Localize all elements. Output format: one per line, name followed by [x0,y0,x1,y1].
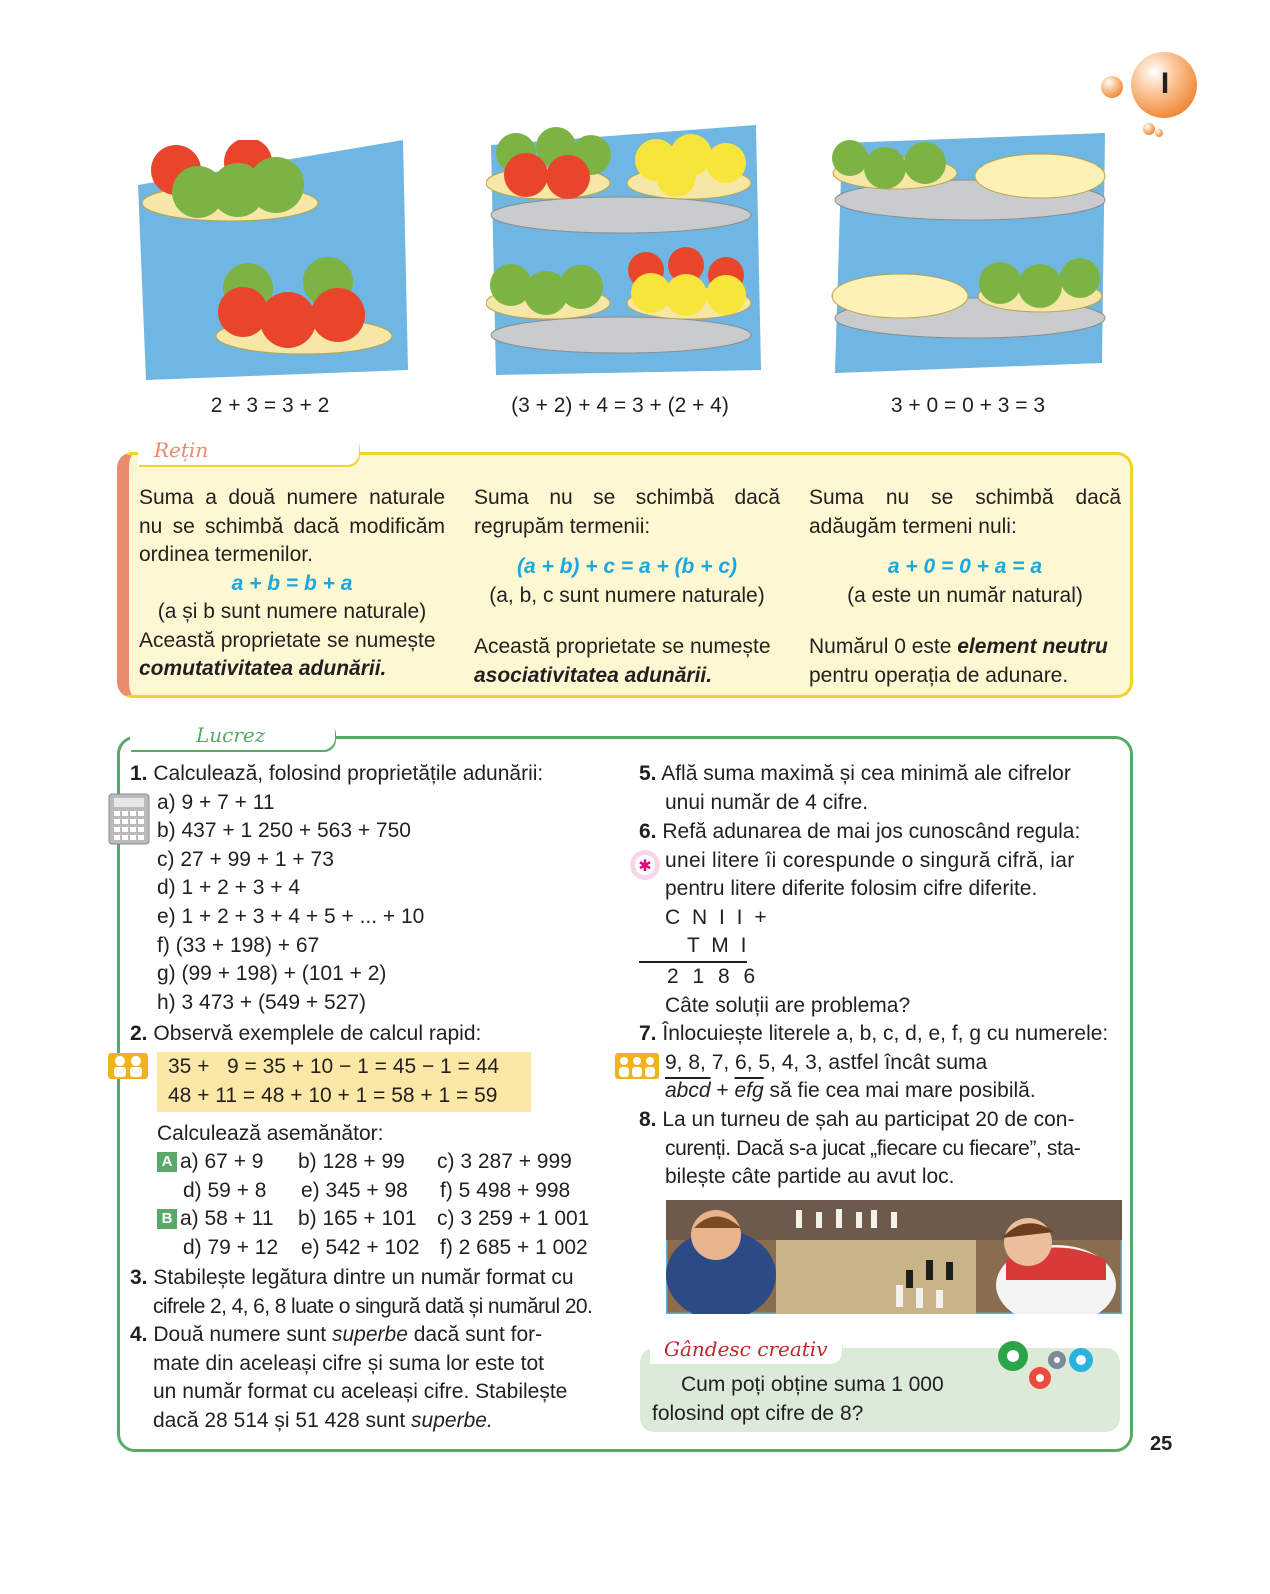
exercise-8-line: bilește câte partide au avut loc. [665,1165,955,1189]
group-item: f) 2 685 + 1 002 [440,1235,588,1259]
neutral-text: Suma nu se schimbă dacă adăugăm termeni nuli: [809,486,1121,538]
exercise-5-line: unui număr de 4 cifre. [665,790,869,814]
exercise-1-number: 1. [130,762,148,785]
page-number: 25 [1150,1433,1173,1455]
neutral-prefix: Numărul 0 este [809,635,952,658]
exercise-6-line: Refă adunarea de mai jos cunoscând regula: [662,820,1081,843]
apples-commutative-illustration [138,140,408,380]
exercise-5-line: Află suma maximă și cea minimă ale cifrelor [661,762,1071,785]
retin-col-neutral [809,484,1121,690]
group-item: e) 345 + 98 [301,1178,408,1202]
exercise-4-number: 4. [130,1323,148,1346]
exercise-2-group-a [157,1148,589,1262]
exercise-4-line: mate din aceleași cifre și suma lor este tot [153,1351,545,1375]
chess-players-photo [666,1200,1122,1314]
group-item: e) 542 + 102 [301,1235,420,1259]
creative-line: folosind opt cifre de 8? [652,1401,864,1425]
exercise-4-term: superbe [331,1323,408,1346]
exercise-6 [639,818,1080,1020]
exercise-6-result: 2 1 8 6 [667,964,760,988]
exercise-1 [130,760,543,1017]
exercise-7-efg: $\overline{efg}$ [734,1079,764,1103]
group-item: f) 5 498 + 998 [440,1178,571,1202]
exercise-7-line: 9, 8, 7, 6, 5, 4, 3, astfel încât suma [665,1050,988,1074]
exercise-2-number: 2. [130,1022,148,1045]
exercise-1-item: a) 9 + 7 + 11 [157,790,275,814]
bubble-decoration-icon [1097,45,1207,140]
quick-calc-example-lines [168,1053,499,1110]
exercise-4-text: Două numere sunt [153,1323,327,1346]
exercise-6-line: pentru litere diferite folosim cifre diferite. [665,877,1038,901]
creative-question [652,1371,944,1428]
caption-commutative: 2 + 3 = 3 + 2 [210,394,330,417]
retin-col-commutative [139,484,445,684]
exercise-1-text: Calculează, folosind proprietățile adunării: [153,762,544,785]
neutral-formula: a + 0 = 0 + a = a [887,555,1043,578]
creative-tab [650,1334,842,1364]
chapter-badge [1097,45,1207,140]
group-item: c) 3 259 + 1 001 [437,1207,590,1231]
associative-text: Suma nu se schimbă dacă regrupăm termenii: [474,486,780,538]
commutative-prop-prefix: Această proprietate se numește [139,628,436,652]
quick-calc-example: 48 + 11 = 48 + 10 + 1 = 58 + 1 = 59 [168,1083,498,1107]
group-item: d) 79 + 12 [183,1235,279,1259]
commutative-prop-name: comutativitatea adunării. [139,657,387,680]
exercise-8 [639,1106,1080,1192]
exercise-7-abcd: abcd [665,1079,711,1103]
exercise-4-term: superbe. [411,1408,493,1432]
exercise-7-number: 7. [639,1022,657,1045]
group-item: d) 59 + 8 [183,1178,267,1202]
neutral-note: (a este un număr natural) [847,583,1083,607]
associative-prop-prefix: Această proprietate se numește [474,635,771,658]
exercise-3-line: cifrele 2, 4, 6, 8 luate o singură dată și numărul 20. [153,1294,593,1318]
chapter-numeral: I [1160,67,1170,100]
group-item: b) 165 + 101 [298,1207,417,1231]
caption-associative: (3 + 2) + 4 = 3 + (2 + 4) [511,394,729,417]
commutative-text: Suma a două numere naturale nu se schimbă dacă modificăm ordinea termenilor. [139,486,445,566]
commutative-formula: a + b = b + a [231,571,353,595]
exercise-1-item: e) 1 + 2 + 3 + 4 + 5 + ... + 10 [157,904,425,928]
gears-icon [995,1336,1100,1394]
retin-tab-label: Rețin [154,438,209,462]
exercise-8-number: 8. [639,1108,657,1131]
exercise-4-line: un număr format cu aceleași cifre. Stabilește [153,1380,568,1404]
exercise-7-line: Înlocuiește literele a, b, c, d, e, f, g cu numerele: [662,1022,1109,1045]
group-a-badge: A [157,1152,177,1172]
exercise-3-number: 3. [130,1266,148,1289]
neutral-suffix: pentru operația de adunare. [809,663,1069,687]
apples-associative-illustration [486,125,766,380]
retin-tab [138,435,359,465]
exercise-1-item: c) 27 + 99 + 1 + 73 [157,847,334,871]
creative-line: Cum poți obține suma 1 000 [681,1373,944,1396]
group-item: a) 58 + 11 [180,1207,274,1231]
exercise-6-question: Câte soluții are problema? [665,993,911,1017]
associative-formula: (a + b) + c = a + (b + c) [516,555,737,578]
exercise-7 [639,1020,1108,1106]
exercise-1-item: h) 3 473 + (549 + 527) [157,990,366,1014]
exercise-4-text: dacă 28 514 și 51 428 sunt [153,1408,406,1432]
exercise-1-item: d) 1 + 2 + 3 + 4 [157,876,301,900]
group-item: b) 128 + 99 [298,1150,405,1173]
exercise-3 [130,1264,592,1321]
exercise-5 [639,760,1071,817]
exercise-6-operand-2: T M I [639,932,747,963]
neutral-name: element neutru [957,635,1108,658]
associative-prop-name: asociativitatea adunării. [474,663,713,687]
exercise-6-line: unei litere îi corespunde o singură cifră, iar [665,848,1075,872]
caption-neutral: 3 + 0 = 0 + 3 = 3 [890,394,1046,417]
group-item: a) 67 + 9 [180,1150,264,1173]
exercise-6-number: 6. [639,820,657,843]
exercise-1-item: b) 437 + 1 250 + 563 + 750 [157,819,411,843]
challenge-star-icon [628,848,662,882]
exercise-6-operand-1: C N I I + [665,905,770,929]
creative-tab-label: Gândesc creativ [664,1337,828,1361]
pair-work-icon [108,1053,148,1079]
exercise-4-text: dacă sunt for- [413,1323,543,1346]
exercise-2-text: Observă exemplele de calcul rapid: [153,1022,482,1045]
exercise-2-header [130,1020,481,1049]
exercise-7-line: să fie cea mai mare posibilă. [769,1079,1036,1103]
lucrez-tab [130,720,335,750]
associative-note: (a, b, c sunt numere naturale) [489,583,765,607]
exercise-1-item: f) (33 + 198) + 67 [157,933,320,957]
group-b-badge: B [157,1209,177,1229]
exercise-5-number: 5. [639,762,657,785]
exercise-4 [130,1321,567,1435]
exercise-8-line: La un turneu de șah au participat 20 de con- [662,1108,1075,1131]
apples-neutral-element-illustration [830,128,1110,378]
exercise-1-item: g) (99 + 198) + (101 + 2) [157,962,387,986]
quick-calc-example: 35 + 9 = 35 + 10 − 1 = 45 − 1 = 44 [168,1055,500,1078]
commutative-note: (a și b sunt numere naturale) [157,600,427,623]
group-work-icon [615,1053,659,1079]
exercise-2-similar: Calculează asemănător: [157,1122,384,1145]
retin-col-associative [474,484,780,690]
group-item: c) 3 287 + 999 [437,1150,572,1173]
exercise-8-line: curenți. Dacă s-a jucat „fiecare cu fiecare”, sta- [665,1136,1081,1160]
exercise-3-line: Stabilește legătura dintre un număr format cu [153,1266,574,1289]
svg-text:✱: ✱ [638,856,652,875]
exercise-7-plus: + [716,1079,729,1103]
lucrez-tab-label: Lucrez [196,723,266,747]
